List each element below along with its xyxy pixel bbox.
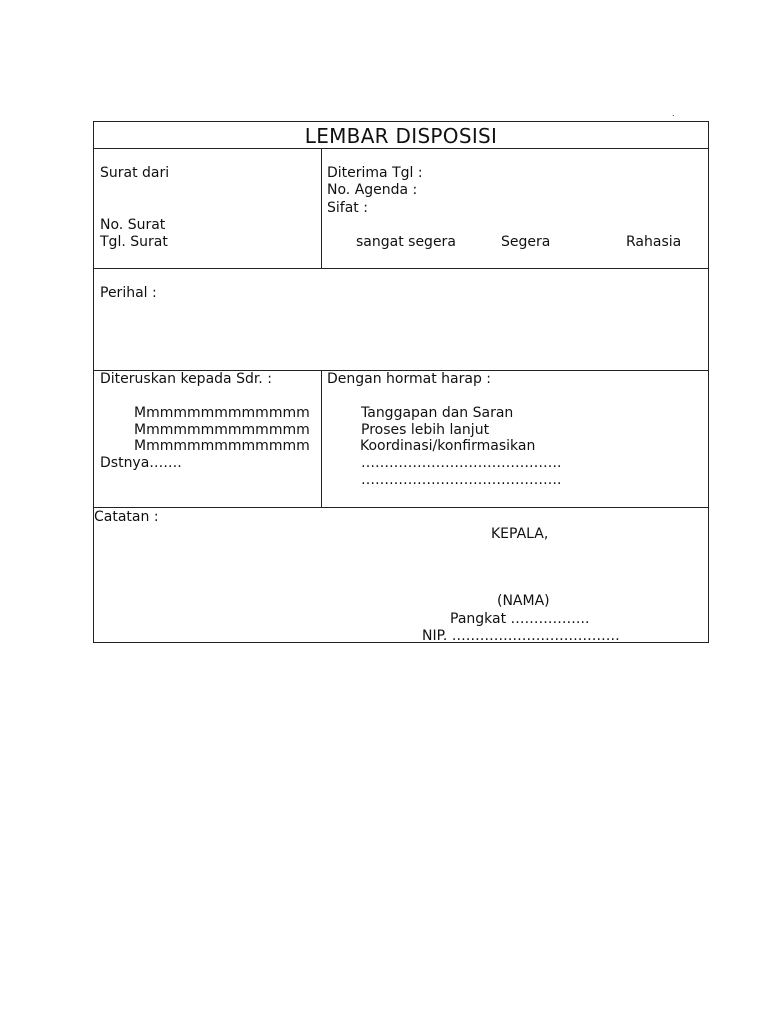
diteruskan-label: Diteruskan kepada Sdr. : <box>100 371 272 387</box>
kepala-label: KEPALA, <box>491 526 549 542</box>
recipient-item: Mmmmmmmmmmmmm <box>134 422 310 438</box>
title-row <box>94 122 708 149</box>
sifat-option-segera: Segera <box>501 234 551 250</box>
nama-placeholder: (NAMA) <box>497 593 550 609</box>
perihal-label: Perihal : <box>100 285 157 301</box>
letter-source-row <box>94 149 708 269</box>
pangkat-line: Pangkat …………….. <box>450 611 590 627</box>
diterima-tgl-label: Diterima Tgl : <box>327 165 423 181</box>
perihal-row <box>94 269 708 371</box>
dstnya-text: Dstnya……. <box>100 455 182 471</box>
request-item: ……………………………………. <box>361 472 562 488</box>
no-surat-label: No. Surat <box>100 217 166 233</box>
request-item: Tanggapan dan Saran <box>361 405 514 421</box>
request-item: Koordinasi/konfirmasikan <box>360 438 536 454</box>
column-divider <box>321 149 322 268</box>
request-item: ……………………………………. <box>361 455 562 471</box>
nip-line: NIP. ……………………………… <box>422 628 620 644</box>
catatan-label: Catatan : <box>94 509 159 525</box>
sifat-label: Sifat : <box>327 200 368 216</box>
page-title: LEMBAR DISPOSISI <box>304 124 498 148</box>
no-agenda-label: No. Agenda : <box>327 182 418 198</box>
tgl-surat-label: Tgl. Surat <box>100 234 168 250</box>
dengan-hormat-label: Dengan hormat harap : <box>327 371 492 387</box>
sifat-option-sangat-segera: sangat segera <box>356 234 456 250</box>
column-divider <box>321 371 322 507</box>
surat-dari-label: Surat dari <box>100 165 170 181</box>
note-row <box>94 508 708 642</box>
sifat-option-rahasia: Rahasia <box>626 234 682 250</box>
page-mark: . <box>672 109 675 118</box>
recipient-item: Mmmmmmmmmmmmm <box>134 405 310 421</box>
disposition-sheet <box>93 121 709 643</box>
recipient-item: Mmmmmmmmmmmmm <box>134 438 310 454</box>
forward-row <box>94 371 708 508</box>
request-item: Proses lebih lanjut <box>361 422 490 438</box>
